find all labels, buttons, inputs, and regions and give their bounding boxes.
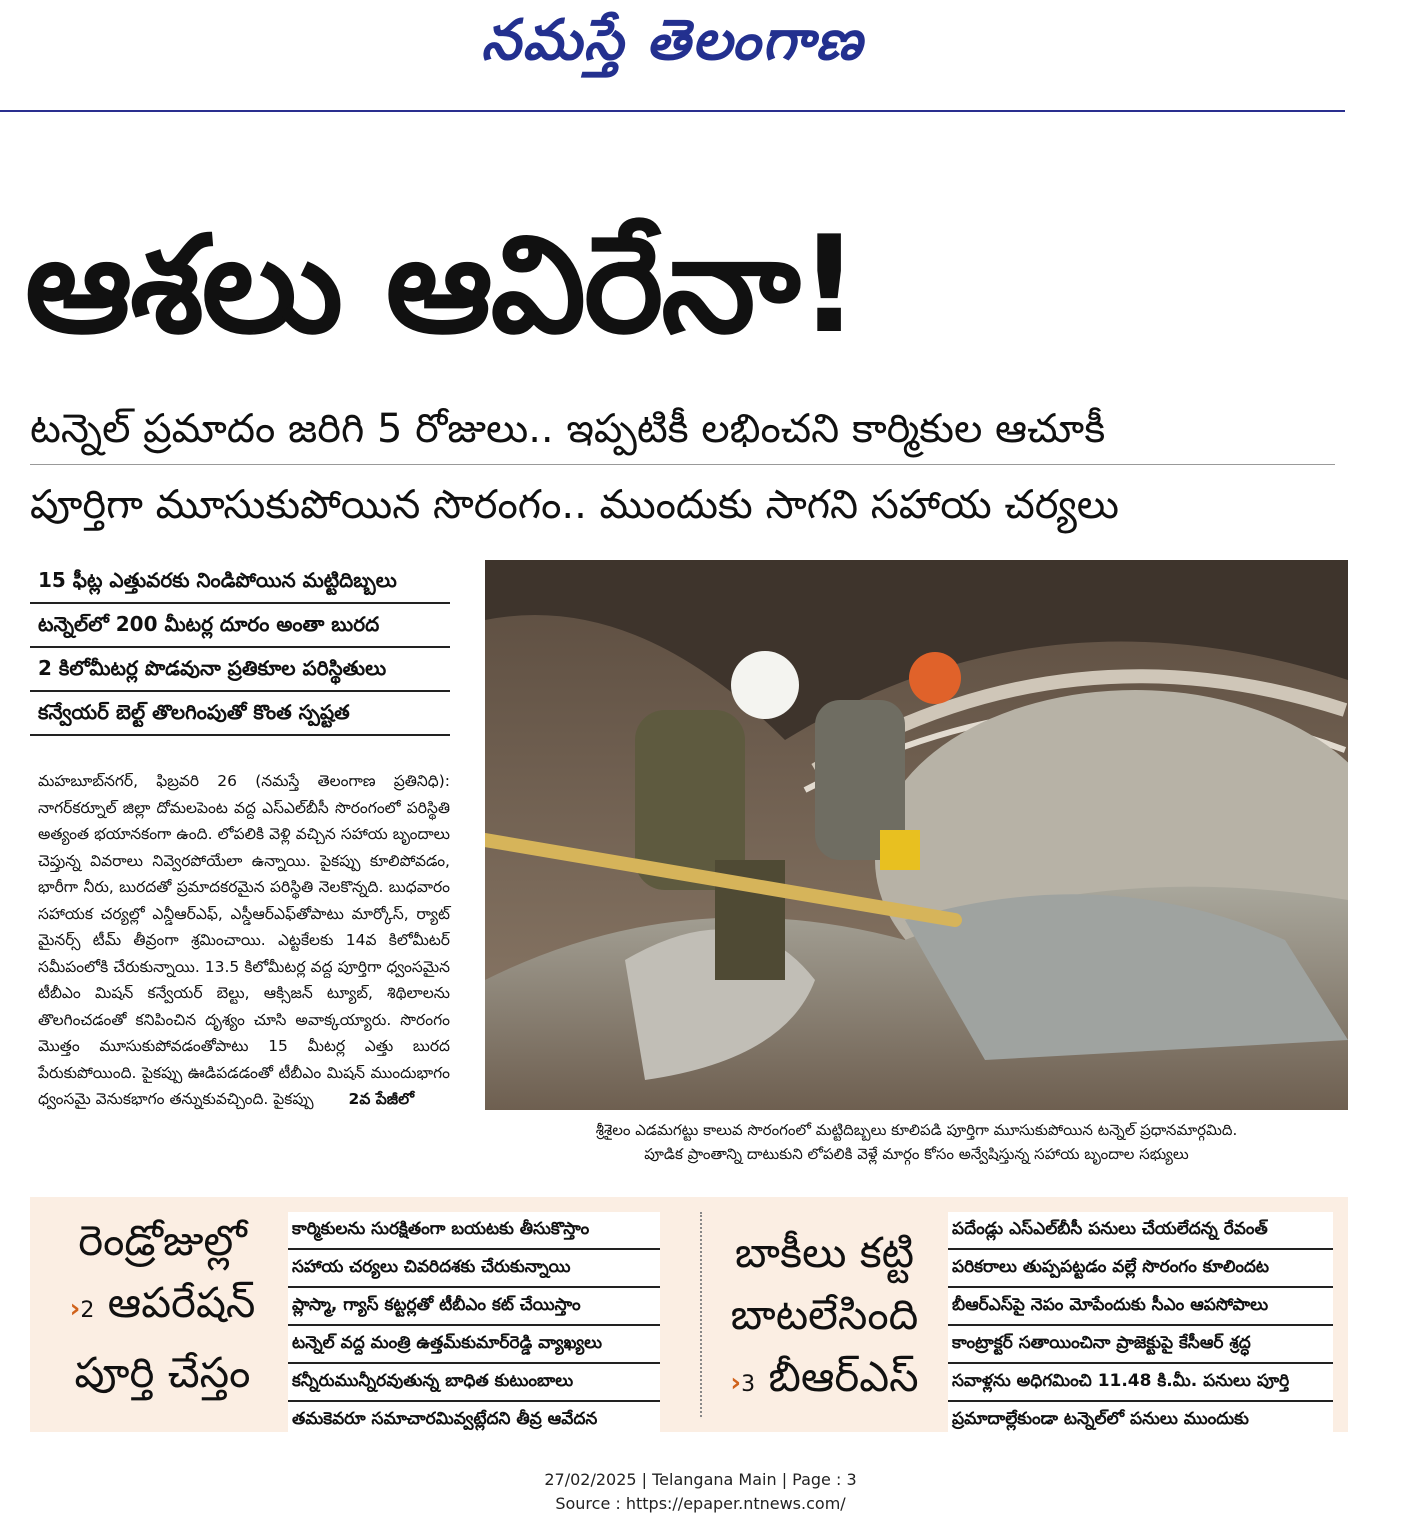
story-right-title-line-2: బాటలేసింది (730, 1290, 919, 1339)
continued-link[interactable]: 2వ పేజీలో (348, 1090, 415, 1108)
bullet-item: టన్నెల్‌లో 200 మీటర్ల దూరం అంతా బురద (30, 604, 450, 648)
list-item: టన్నెల్ వద్ద మంత్రి ఉత్తమ్‌కుమార్‌రెడ్డి వ్యాఖ్యలు (288, 1326, 660, 1364)
story-left-points (288, 1212, 660, 1438)
list-item: కార్మికులను సురక్షితంగా బయటకు తీసుకొస్తాం (288, 1212, 660, 1250)
list-item: పదేండ్లు ఎస్‌ఎల్‌బీసీ పనులు చేయలేదన్న రేవంత్ (948, 1212, 1333, 1250)
list-item: కాంట్రాక్టర్ సతాయించినా ప్రాజెక్టుపై కేసీఆర్ శ్రద్ధ (948, 1326, 1333, 1364)
subheadline-2: పూర్తిగా మూసుకుపోయిన సొరంగం.. ముందుకు సాగని సహాయ చర్యలు (30, 482, 1119, 528)
list-item: తమకెవరూ సమాచారమివ్వట్లేదని తీవ్ర ఆవేదన (292, 1409, 598, 1429)
footer-source-link[interactable]: Source : https://epaper.ntnews.com/ (555, 1494, 846, 1513)
news-photo (485, 560, 1348, 1110)
list-item: ప్లాస్మా, గ్యాస్ కట్టర్లతో టీబీఎం కట్ చేయిస్తాం (288, 1288, 660, 1326)
story-left-title-line-2: ఆపరేషన్ (107, 1278, 256, 1327)
list-item: సహాయ చర్యలు చివరిదశకు చేరుకున్నాయి (288, 1250, 660, 1288)
story-right-points (948, 1212, 1333, 1438)
bullet-item: 2 కిలోమీటర్ల పొడవునా ప్రతికూల పరిస్థితులు (30, 648, 450, 692)
article-text: మహబూబ్‌నగర్, ఫిబ్రవరి 26 (నమస్తే తెలంగాణ ప్రతినిధి): నాగర్‌కర్నూల్ జిల్లా దోమలపెంట వద్ద ఎస్‌ఎల్‌బీసీ సొరంగంలో పరిస్థితి అత్యంత భయానకంగా ఉంది. లోపలికి వెళ్లి వచ్చిన సహాయ బృందాలు చెప్తున్న వివరాలు నివ్వెరపోయేలా ఉన్నాయి. పైకప్పు కూలిపోవడం, భారీగా నీరు, బురదతో ప్రమాదకరమైన పరిస్థితి నెలకొన్నది. బుధవారం సహాయక చర్యల్లో ఎన్డీఆర్‌ఎఫ్, ఎస్డీఆర్‌ఎఫ్‌తోపాటు మార్కోస్, ర్యాట్ మైనర్స్ టీమ్ తీవ్రంగా శ్రమించాయి. ఎట్టకేలకు 14వ కిలోమీటర్ సమీపంలోకి చేరుకున్నాయి. 13.5 కిలోమీటర్ల వద్ద పూర్తిగా ధ్వంసమైన టీబీఎం మిషన్ కన్వేయర్ బెల్టు, ఆక్సిజన్ ట్యూబ్, శిథిలాలను తొలగించడంతో కనిపించిన దృశ్యం చూసి అవాక్కయ్యారు. సొరంగం మొత్తం మూసుకుపోవడంతోపాటు 15 మీటర్ల ఎత్తు బురద పేరుకుపోయింది. పైకప్పు ఊడిపడడంతో టీబీఎం మిషన్ ముందుభాగం ధ్వంసమై వెనుకభాగం తన్నుకువచ్చింది. పైకప్పు (38, 772, 450, 1108)
tunnel-rescue-illustration (485, 560, 1348, 1110)
page-ref-arrow-icon: › (730, 1368, 742, 1398)
list-item: ప్రమాదాల్లేకుండా టన్నెల్‌లో పనులు ముందుకు (952, 1409, 1249, 1429)
caption-line-1: శ్రీశైలం ఎడమగట్టు కాలువ సొరంగంలో మట్టిదిబ్బలు కూలిపడి పూర్తిగా మూసుకుపోయిన టన్నెల్ ప్రధానమార్గమిది. (595, 1121, 1238, 1139)
footer-date-page: 27/02/2025 | Telangana Main | Page : 3 (544, 1470, 857, 1489)
list-item: కన్నీరుమున్నీరవుతున్న బాధిత కుటుంబాలు (288, 1364, 660, 1402)
story-left-title[interactable] (45, 1210, 280, 1404)
list-item: బీఆర్‌ఎస్‌పై నెపం మోపేందుకు సీఎం ఆపసోపాలు (948, 1288, 1333, 1326)
list-item: సవాళ్లను అధిగమించి 11.48 కి.మీ. పనులు పూర్తి (948, 1364, 1333, 1402)
bullet-item: కన్వేయర్ బెల్ట్ తొలగింపుతో కొంత స్పష్టత (30, 692, 450, 736)
headline: ఆశలు ఆవిరేనా! (25, 207, 858, 363)
subheadline-1: టన్నెల్ ప్రమాదం జరిగి 5 రోజులు.. ఇప్పటికీ లభించని కార్మికుల ఆచూకీ (30, 398, 1335, 465)
highlight-bullets (30, 560, 450, 736)
masthead-title: నమస్తే తెలంగాణ (481, 8, 864, 73)
masthead (0, 0, 1345, 112)
story-left-title-line-1: రెండ్రోజుల్లో (78, 1216, 247, 1265)
story-right-title[interactable] (712, 1222, 937, 1416)
story-right-title-line-1: బాకీలు కట్టి (734, 1228, 915, 1277)
column-divider (700, 1212, 702, 1417)
bullet-item: 15 ఫీట్ల ఎత్తువరకు నిండిపోయిన మట్టిదిబ్బలు (30, 560, 450, 604)
page-ref-arrow-icon: › (69, 1294, 81, 1324)
story-left-title-line-3: పూర్తి చేస్తం (74, 1348, 251, 1397)
caption-line-2: పూడిక ప్రాంతాన్ని దాటుకుని లోపలికి వెళ్లే మార్గం కోసం అన్వేషిస్తున్న సహాయ బృందాల సభ్యులు (644, 1145, 1189, 1163)
story-left-page-ref: 2 (80, 1298, 95, 1323)
list-item: పరికరాలు తుప్పపట్టడం వల్లే సొరంగం కూలిందట (948, 1250, 1333, 1288)
story-right-title-line-3: బీఆర్‌ఎస్ (768, 1352, 919, 1401)
story-left-title-row-2 (45, 1272, 280, 1342)
story-right-title-row-3 (712, 1346, 937, 1416)
story-right-page-ref: 3 (741, 1372, 756, 1397)
photo-caption (485, 1118, 1348, 1166)
article-body (38, 768, 450, 1113)
